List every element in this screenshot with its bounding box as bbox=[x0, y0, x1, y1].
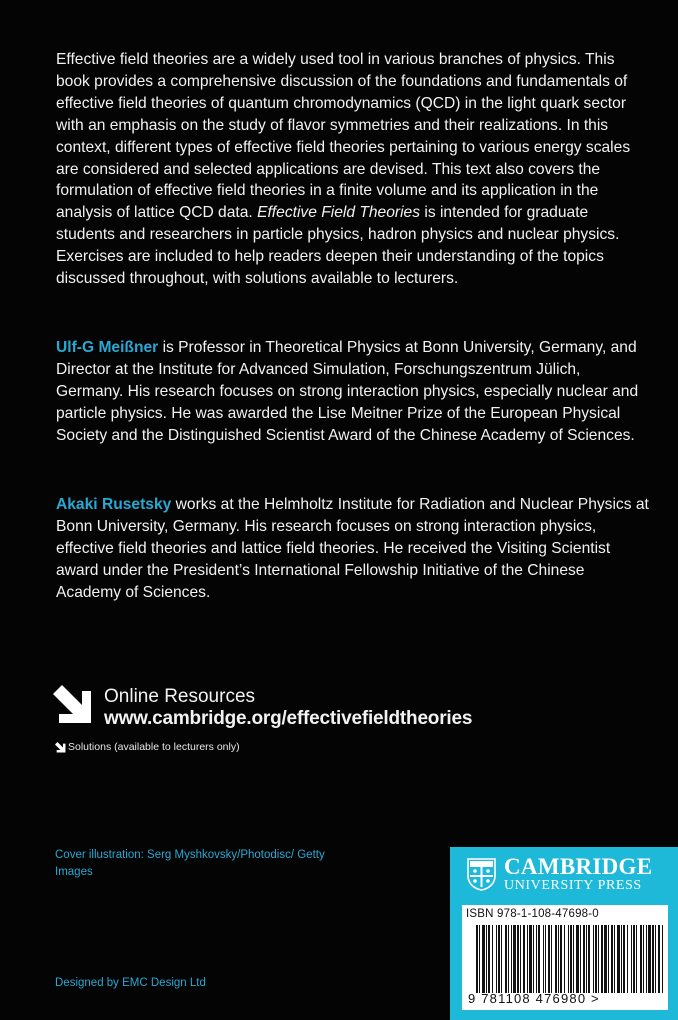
barcode-bar bbox=[583, 925, 585, 993]
online-resources-url[interactable]: www.cambridge.org/effectivefieldtheories bbox=[104, 708, 473, 729]
barcode-bar bbox=[617, 925, 620, 993]
online-resources-arrow-icon bbox=[53, 685, 93, 725]
barcode-bar bbox=[588, 925, 590, 993]
barcode-bar bbox=[560, 925, 562, 993]
barcode-bar bbox=[492, 925, 493, 993]
barcode-bar bbox=[505, 925, 507, 993]
barcode-bar bbox=[501, 925, 502, 993]
barcode-bar bbox=[482, 925, 485, 993]
barcode-bar bbox=[658, 925, 660, 993]
barcode-bar bbox=[486, 925, 487, 993]
barcode-bar bbox=[511, 925, 512, 993]
publisher-name: CAMBRIDGE bbox=[504, 854, 653, 879]
book-description bbox=[56, 49, 650, 290]
barcode-bar bbox=[595, 925, 597, 993]
barcode-bar bbox=[520, 925, 521, 993]
barcode-bar bbox=[601, 925, 603, 993]
description-text-part-1: Effective field theories are a widely used tool in various branches of physics. This book provides a comprehensive discussion of the foundations and fundamentals of effective field theories of quantum chromodynamics (QCD) in the light quark sector with an emphasis on the study of flavor symmetries and their realizations. In this context, different types of effective field theories pertaining to various energy scales are considered and selected applications are devised. This text also covers the formulation of effective field theories in a finite volume and its application in the analysis of lattice QCD data. bbox=[56, 51, 631, 222]
barcode-bar bbox=[614, 925, 615, 993]
barcode-bar bbox=[662, 925, 663, 993]
barcode-bar bbox=[564, 925, 565, 993]
barcode-area bbox=[462, 905, 668, 1010]
barcode-bar bbox=[576, 925, 579, 993]
barcode-bar bbox=[633, 925, 635, 993]
cambridge-shield-icon bbox=[467, 858, 496, 891]
publisher-press: UNIVERSITY PRESS bbox=[504, 878, 642, 893]
publisher-panel bbox=[450, 847, 678, 1020]
barcode-bar bbox=[611, 925, 613, 993]
isbn-number: ISBN 978-1-108-47698-0 bbox=[466, 908, 599, 920]
barcode-bar bbox=[655, 925, 656, 993]
author-bio-text-rusetsky: works at the Helmholtz Institute for Radiation and Nuclear Physics at Bonn University, Germany. His research focuses on strong interaction physics, effective field theories and lattice field theories. He received the Visiting Scientist award under the President’s International Fellowship Initiative of the Chinese Academy of Sciences. bbox=[56, 496, 649, 601]
barcode-bar bbox=[523, 925, 525, 993]
book-title-italic: Effective Field Theories bbox=[257, 204, 421, 222]
barcode bbox=[476, 925, 664, 993]
barcode-bar bbox=[640, 925, 642, 993]
barcode-bar bbox=[648, 925, 651, 993]
cover-illustration-credit: Cover illustration: Serg Myshkovsky/Photodisc/ Getty Images bbox=[55, 849, 325, 878]
designer-credit: Designed by EMC Design Ltd bbox=[55, 977, 206, 989]
barcode-bar bbox=[543, 925, 544, 993]
barcode-bar bbox=[652, 925, 654, 993]
barcode-bar bbox=[517, 925, 519, 993]
barcode-bar bbox=[476, 925, 478, 993]
barcode-bar bbox=[631, 925, 632, 993]
barcode-bar bbox=[498, 925, 500, 993]
barcode-bar bbox=[533, 925, 534, 993]
barcode-bar bbox=[608, 925, 609, 993]
barcode-digits: 9 781108 476980 > bbox=[468, 991, 600, 1006]
barcode-bar bbox=[545, 925, 546, 993]
barcode-bar bbox=[479, 925, 480, 993]
barcode-bar bbox=[568, 925, 569, 993]
barcode-bar bbox=[527, 925, 528, 993]
barcode-bar bbox=[573, 925, 574, 993]
author-name-rusetsky: Akaki Rusetsky bbox=[56, 496, 172, 513]
barcode-bar bbox=[627, 925, 628, 993]
barcode-bar bbox=[496, 925, 497, 993]
barcode-bar bbox=[555, 925, 557, 993]
barcode-bar bbox=[621, 925, 622, 993]
barcode-bar bbox=[646, 925, 647, 993]
online-resources-label: Online Resources bbox=[104, 686, 256, 707]
barcode-bar bbox=[643, 925, 644, 993]
author-name-meissner: Ulf-G Meißner bbox=[56, 339, 159, 356]
author-bio-rusetsky bbox=[56, 494, 650, 604]
barcode-bar bbox=[604, 925, 607, 993]
barcode-bar bbox=[508, 925, 509, 993]
barcode-bar bbox=[593, 925, 594, 993]
barcode-bar bbox=[598, 925, 599, 993]
barcode-bar bbox=[488, 925, 490, 993]
barcode-bar bbox=[548, 925, 550, 993]
author-bio-text-meissner: is Professor in Theoretical Physics at Bonn University, Germany, and Director at the Institute for Advanced Simulation, Forschungszentrum Jülich, Germany. His research focuses on strong interaction physics, especially nuclear and particle physics. He was awarded the Lise Meitner Prize of the European Physical Society and the Distinguished Scientist Award of the Chinese Academy of Sciences. bbox=[56, 339, 639, 444]
barcode-bar bbox=[623, 925, 625, 993]
solutions-note: Solutions (available to lecturers only) bbox=[68, 741, 240, 753]
barcode-bar bbox=[538, 925, 540, 993]
barcode-bar bbox=[551, 925, 552, 993]
barcode-bar bbox=[636, 925, 637, 993]
barcode-bar bbox=[580, 925, 581, 993]
barcode-bar bbox=[536, 925, 537, 993]
barcode-bar bbox=[529, 925, 532, 993]
solutions-arrow-icon bbox=[55, 742, 66, 753]
barcode-bar bbox=[558, 925, 559, 993]
author-bio-meissner bbox=[56, 337, 650, 447]
description-text-part-2: is intended for graduate students and researchers in particle physics, hadron physics and nuclear physics. Exercises are included to help readers deepen their understanding of the topics discussed throughout, with solutions available to lecturers. bbox=[56, 204, 620, 288]
barcode-bar bbox=[513, 925, 516, 993]
barcode-bar bbox=[586, 925, 587, 993]
barcode-bar bbox=[570, 925, 572, 993]
